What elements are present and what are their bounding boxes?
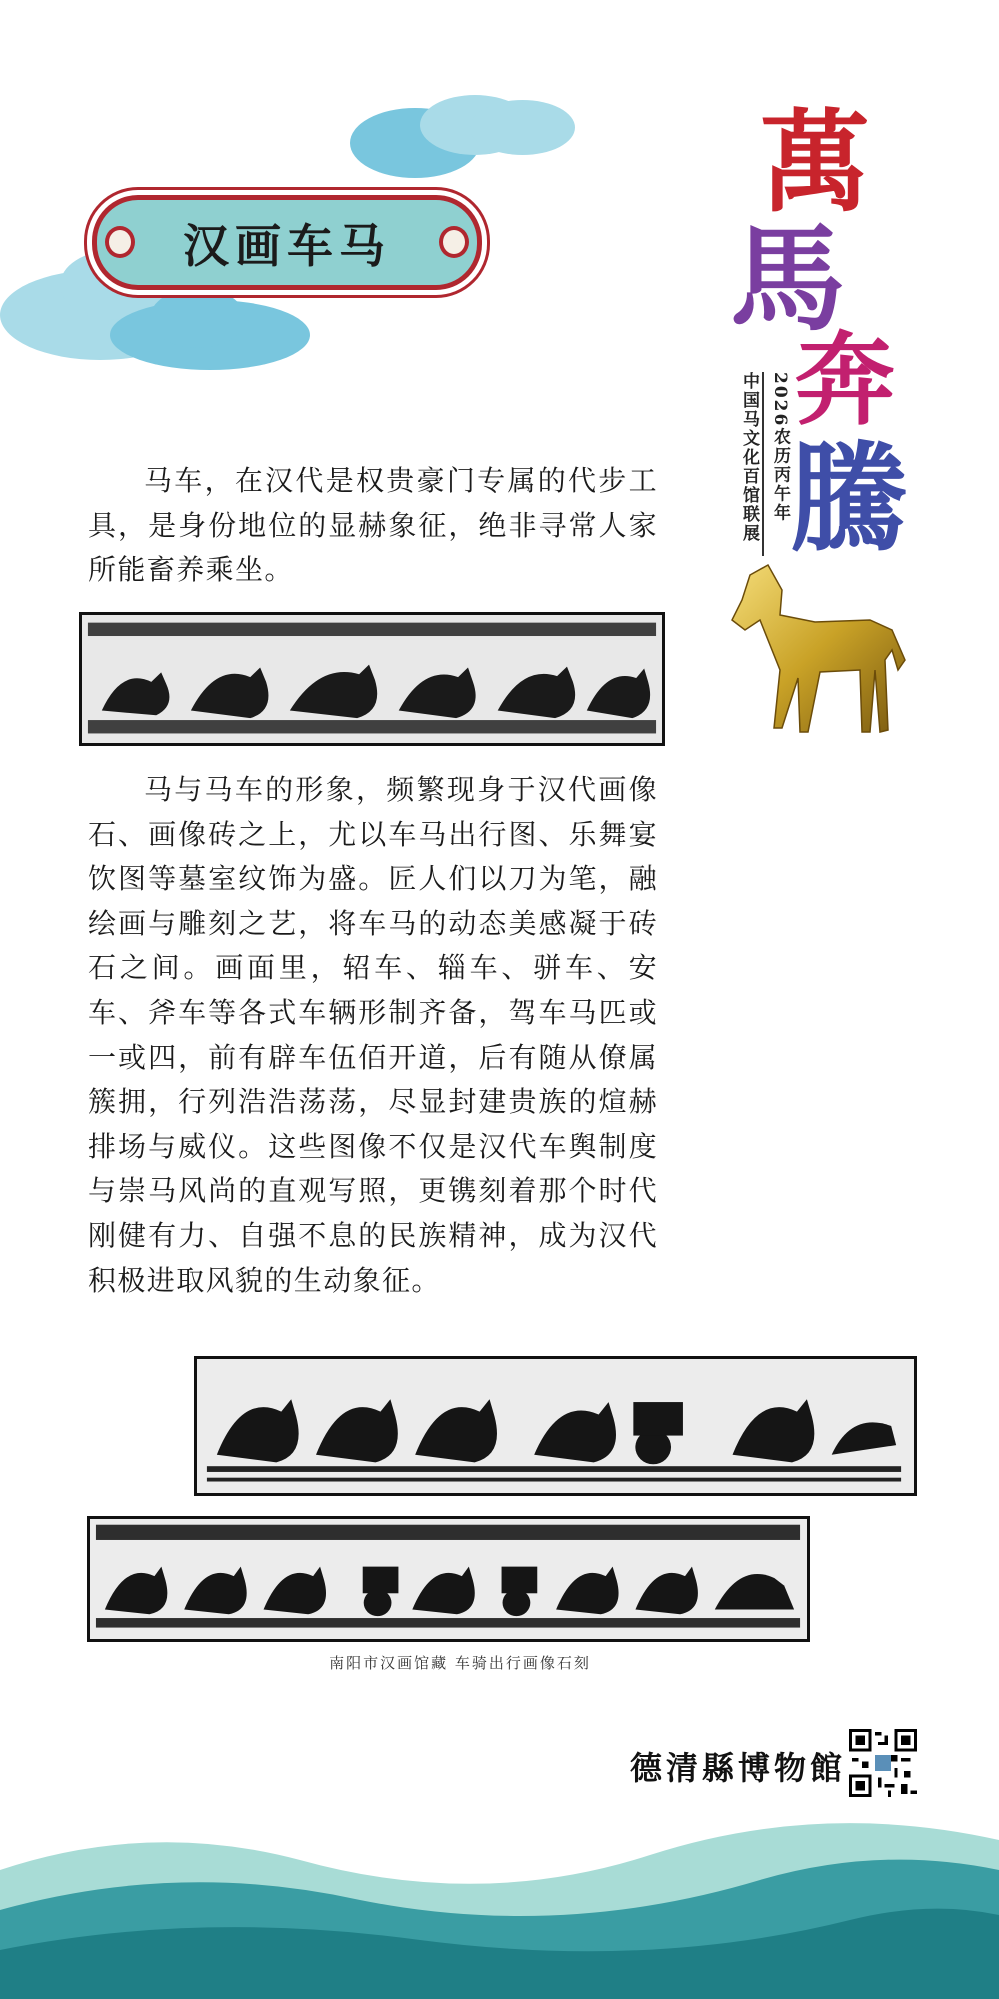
title-plaque — [92, 195, 482, 290]
page-title: 汉画车马 — [183, 218, 391, 273]
calligraphy-char: 騰 — [790, 429, 909, 568]
relief-image-horsemen — [79, 612, 665, 746]
plaque-ornament-left — [105, 226, 135, 258]
museum-name: 德清縣博物館 — [630, 1749, 847, 1787]
relief-image-procession — [87, 1516, 810, 1642]
exhibition-subtitle-name: 中国马文化百馆联展 — [739, 372, 759, 543]
gold-horse-statue-icon — [720, 560, 915, 750]
calligraphy-char: 奔 — [795, 321, 895, 439]
calligraphy-char: 馬 — [730, 212, 846, 347]
qr-code-icon[interactable] — [849, 1729, 917, 1797]
calligraphy-char: 萬 — [760, 98, 870, 227]
subtitle-divider — [762, 372, 764, 556]
intro-paragraph: 马车，在汉代是权贵豪门专属的代步工具，是身份地位的显赫象征，绝非寻常人家所能畜养乘坐。 — [88, 464, 658, 587]
image-caption: 南阳市汉画馆藏 车骑出行画像石刻 — [329, 1654, 591, 1672]
main-paragraph: 马与马车的形象，频繁现身于汉代画像石、画像砖之上，尤以车马出行图、乐舞宴饮图等墓室纹饰为盛。匠人们以刀为笔，融绘画与雕刻之艺，将车马的动态美感凝于砖石之间。画面里，轺车、辎车、骈车、安车、斧车等各式车辆形制齐备，驾车马匹或一或四，前有辟车伍佰开道，后有随从僚属簇拥，行列浩浩荡荡，尽显封建贵族的煊赫排场与威仪。这些图像不仅是汉代车舆制度与崇马风尚的直观写照，更镌刻着那个时代刚健有力、自强不息的民族精神，成为汉代积极进取风貌的生动象征。 — [88, 773, 658, 1297]
cloud-decoration — [150, 288, 245, 348]
exhibition-subtitle-year: 2026农历丙午年 — [770, 372, 790, 523]
relief-image-chariots — [194, 1356, 917, 1496]
plaque-ornament-right — [439, 226, 469, 258]
cloud-decoration — [470, 100, 575, 155]
wave-decoration — [0, 1800, 999, 1999]
